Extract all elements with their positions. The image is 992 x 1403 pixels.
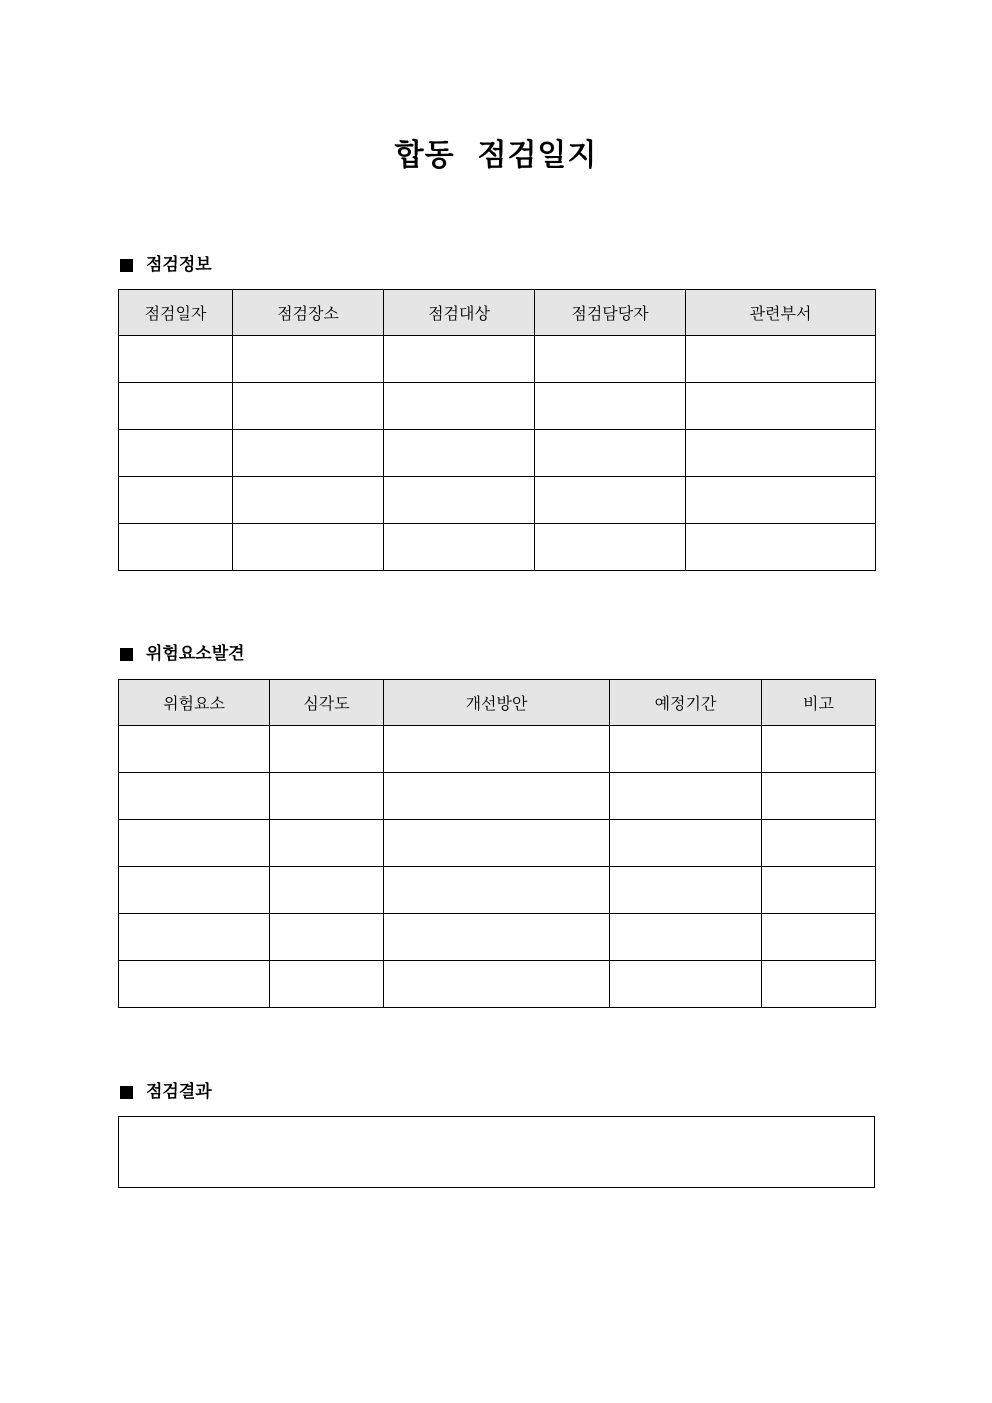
section-heading-label: 점검결과: [146, 1082, 212, 1102]
table-cell[interactable]: [535, 383, 686, 430]
table-row: [119, 430, 876, 477]
table-cell[interactable]: [119, 524, 233, 571]
table-cell[interactable]: [270, 773, 384, 820]
table-cell[interactable]: [686, 430, 876, 477]
table-cell[interactable]: [610, 961, 762, 1008]
table-cell[interactable]: [762, 820, 876, 867]
table-cell[interactable]: [233, 336, 384, 383]
table-cell[interactable]: [119, 477, 233, 524]
table-cell[interactable]: [119, 383, 233, 430]
table-cell[interactable]: [384, 383, 535, 430]
table-cell[interactable]: [384, 336, 535, 383]
table-row: [119, 524, 876, 571]
table-cell[interactable]: [270, 726, 384, 773]
table-cell[interactable]: [535, 524, 686, 571]
column-header: 예정기간: [610, 680, 762, 726]
table-cell[interactable]: [384, 961, 610, 1008]
column-header: 비고: [762, 680, 876, 726]
square-bullet-icon: [120, 1086, 133, 1099]
table-cell[interactable]: [610, 867, 762, 914]
table-cell[interactable]: [384, 914, 610, 961]
section-heading-label: 점검정보: [146, 255, 212, 275]
column-header: 점검장소: [233, 290, 384, 336]
table-cell[interactable]: [535, 477, 686, 524]
table-cell[interactable]: [762, 914, 876, 961]
table-cell[interactable]: [270, 914, 384, 961]
table-cell[interactable]: [762, 773, 876, 820]
table-row: [119, 383, 876, 430]
table-row: [119, 914, 876, 961]
table-cell[interactable]: [233, 430, 384, 477]
hazards-table: [118, 679, 876, 1008]
table-cell[interactable]: [119, 961, 270, 1008]
table-cell[interactable]: [119, 336, 233, 383]
table-header-row: [119, 290, 876, 336]
table-cell[interactable]: [762, 726, 876, 773]
table-cell[interactable]: [233, 524, 384, 571]
table-row: [119, 477, 876, 524]
result-textbox[interactable]: [118, 1116, 875, 1188]
table-cell[interactable]: [270, 961, 384, 1008]
table-row: [119, 773, 876, 820]
table-cell[interactable]: [270, 867, 384, 914]
section-heading-hazards: [120, 642, 245, 666]
table-row: [119, 867, 876, 914]
column-header: 점검담당자: [535, 290, 686, 336]
square-bullet-icon: [120, 648, 133, 661]
table-cell[interactable]: [686, 336, 876, 383]
table-cell[interactable]: [270, 820, 384, 867]
section-heading-inspection-info: [120, 253, 212, 277]
table-cell[interactable]: [610, 773, 762, 820]
column-header: 점검일자: [119, 290, 233, 336]
table-cell[interactable]: [686, 524, 876, 571]
inspection-info-table: [118, 289, 876, 571]
column-header: 관련부서: [686, 290, 876, 336]
table-cell[interactable]: [535, 430, 686, 477]
table-cell[interactable]: [119, 820, 270, 867]
table-cell[interactable]: [384, 773, 610, 820]
table-cell[interactable]: [610, 914, 762, 961]
table-cell[interactable]: [119, 726, 270, 773]
page-title: 합동 점검일지: [394, 138, 598, 173]
column-header: 개선방안: [384, 680, 610, 726]
column-header: 심각도: [270, 680, 384, 726]
table-cell[interactable]: [535, 336, 686, 383]
table-cell[interactable]: [119, 914, 270, 961]
table-cell[interactable]: [233, 383, 384, 430]
table-cell[interactable]: [384, 477, 535, 524]
table-cell[interactable]: [686, 383, 876, 430]
table-cell[interactable]: [233, 477, 384, 524]
table-cell[interactable]: [384, 430, 535, 477]
table-cell[interactable]: [610, 820, 762, 867]
section-heading-label: 위험요소발견: [146, 644, 245, 664]
table-row: [119, 961, 876, 1008]
table-row: [119, 820, 876, 867]
column-header: 위험요소: [119, 680, 270, 726]
table-cell[interactable]: [119, 430, 233, 477]
square-bullet-icon: [120, 259, 133, 272]
table-cell[interactable]: [384, 524, 535, 571]
table-cell[interactable]: [384, 820, 610, 867]
table-cell[interactable]: [610, 726, 762, 773]
section-heading-result: [120, 1080, 212, 1104]
table-cell[interactable]: [384, 867, 610, 914]
table-header-row: [119, 680, 876, 726]
table-row: [119, 726, 876, 773]
table-cell[interactable]: [762, 961, 876, 1008]
column-header: 점검대상: [384, 290, 535, 336]
table-row: [119, 336, 876, 383]
table-cell[interactable]: [686, 477, 876, 524]
table-cell[interactable]: [384, 726, 610, 773]
table-cell[interactable]: [762, 867, 876, 914]
table-cell[interactable]: [119, 867, 270, 914]
table-cell[interactable]: [119, 773, 270, 820]
